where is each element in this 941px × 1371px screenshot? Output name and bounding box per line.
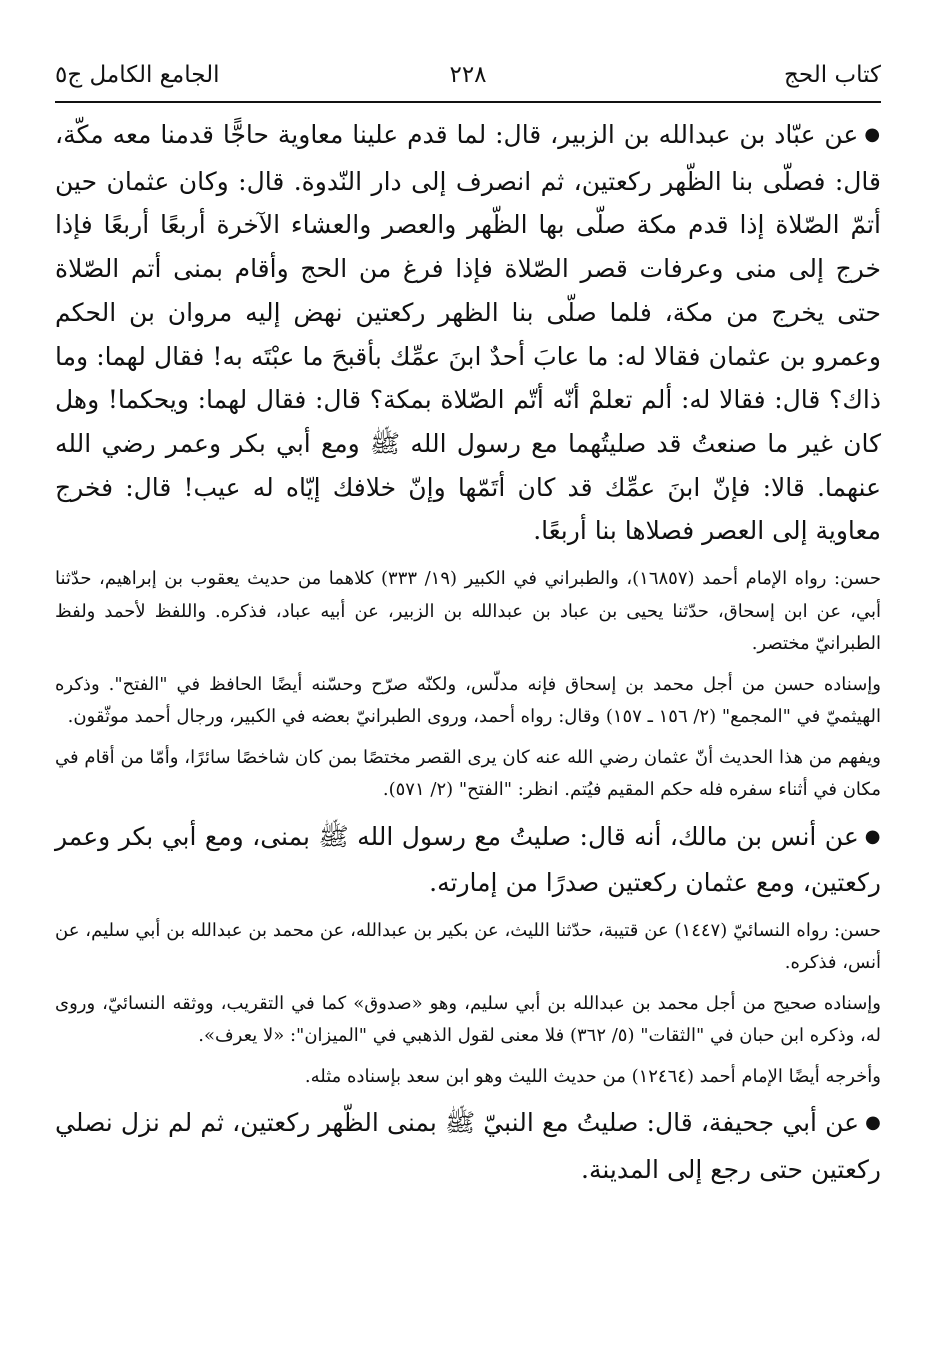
page-number: ٢٢٨ — [449, 62, 487, 88]
hadith-text: عن أنس بن مالك، أنه قال: صليتُ مع رسول الله ﷺ بمنى، ومع أبي بكر وعمر ركعتين، ومع عثمان ركعتين صدرًا من إمارته. — [55, 821, 881, 898]
running-header — [55, 55, 881, 95]
bullet-icon: ● — [864, 124, 881, 145]
note-text: وإسناده حسن من أجل محمد بن إسحاق فإنه مدلّس، ولكنّه صرّح وحسّنه أيضًا الحافظ في "الفتح". وذكره الهيثميّ في "المجمع" (٢/ ١٥٦ ـ ١٥٧) وقال: رواه أحمد، وروى الطبرانيّ بعضه في الكبير، ورجال أحمد موثّقون. — [55, 673, 881, 728]
hadith-text: عن أبي جحيفة، قال: صليتُ مع النبيّ ﷺ بمنى الظّهر ركعتين، ثم لم نزل نصلي ركعتين حتى رجع إلى المدينة. — [55, 1108, 881, 1185]
hadith-paragraph — [55, 815, 881, 905]
book-title: كتاب الحج — [784, 62, 881, 88]
note-text: وأخرجه أيضًا الإمام أحمد (١٢٤٦٤) من حديث الليث وهو ابن سعد بإسناده مثله. — [304, 1065, 881, 1087]
note-text: حسن: رواه الإمام أحمد (١٦٨٥٧)، والطبراني في الكبير (١٩/ ٣٣٣) كلاهما من حديث يعقوب بن إبراهيم، حدّثنا أبي، عن ابن إسحاق، حدّثنا يحيى بن عباد بن عبدالله بن الزبير، عن أبيه عباد، فذكره. واللفظ لأحمد ولفظ الطبرانيّ مختصر. — [55, 568, 881, 655]
bullet-icon: ● — [865, 1112, 881, 1134]
note-text: حسن: رواه النسائيّ (١٤٤٧) عن قتيبة، حدّثنا الليث، عن بكير بن عبدالله، عن محمد بن عبدالله بن أبي سليم، عن أنس، فذكره. — [55, 919, 882, 974]
takhrij-note — [55, 988, 881, 1053]
bullet-icon: ● — [864, 825, 881, 847]
page-content — [55, 113, 881, 1192]
header-rule — [55, 101, 881, 103]
takhrij-note — [55, 563, 881, 661]
hadith-paragraph — [55, 113, 881, 553]
takhrij-note — [55, 915, 881, 980]
hadith-text: عن عبّاد بن عبدالله بن الزبير، قال: لما قدم علينا معاوية حاجًّا قدمنا معه مكّة، قال: فصلّى بنا الظّهر ركعتين، ثم انصرف إلى دار النّدوة. قال: وكان عثمان حين أتمّ الصّلاة إذا قدم مكة صلّى بها الظّهر والعصر والعشاء الآخرة أربعًا أربعًا فإذا خرج إلى منى وعرفات قصر الصّلاة فإذا فرغ من الحج وأقام بمنى أتم الصّلاة حتى يخرج من مكة، فلما صلّى بنا الظهر ركعتين نهض إليه مروان بن الحكم وعمرو بن عثمان فقالا له: ما عابَ أحدٌ ابنَ عمِّك بأقبحَ ما عبْتَه به! فقال لهما: وما ذاك؟ قال: فقالا له: ألم تعلمْ أنّه أتّم الصّلاة بمكة؟ قال: فقال لهما: ويحكما! وهل كان غير ما صنعتُ قد صليتُهما مع رسول الله ﷺ ومع أبي بكر وعمر رضي الله عنهما. قالا: فإنّ ابنَ عمِّك قد كان أتَمّها وإنّ خلافك إيّاه له عيب! قال: فخرج معاوية إلى العصر فصلاها بنا أربعًا. — [55, 120, 881, 546]
commentary-note — [55, 742, 881, 807]
hadith-paragraph — [55, 1101, 881, 1191]
takhrij-note — [55, 669, 881, 734]
note-text: ويفهم من هذا الحديث أنّ عثمان رضي الله عنه كان يرى القصر مختصًا بمن كان شاخصًا سائرًا، وأمّا من أقام في مكان في أثناء سفره فله حكم المقيم فيُتم. انظر: "الفتح" (٢/ ٥٧١). — [55, 746, 881, 801]
note-text: وإسناده صحيح من أجل محمد بن عبدالله بن أبي سليم، وهو «صدوق» كما في التقريب، ووثقه النسائيّ، وروى له، وذكره ابن حبان في "الثقات" (٥/ ٣٦٢) فلا معنى لقول الذهبي في "الميزان": «لا يعرف». — [55, 992, 881, 1047]
collection-title: الجامع الكامل ج٥ — [55, 62, 220, 88]
takhrij-note — [55, 1061, 881, 1094]
